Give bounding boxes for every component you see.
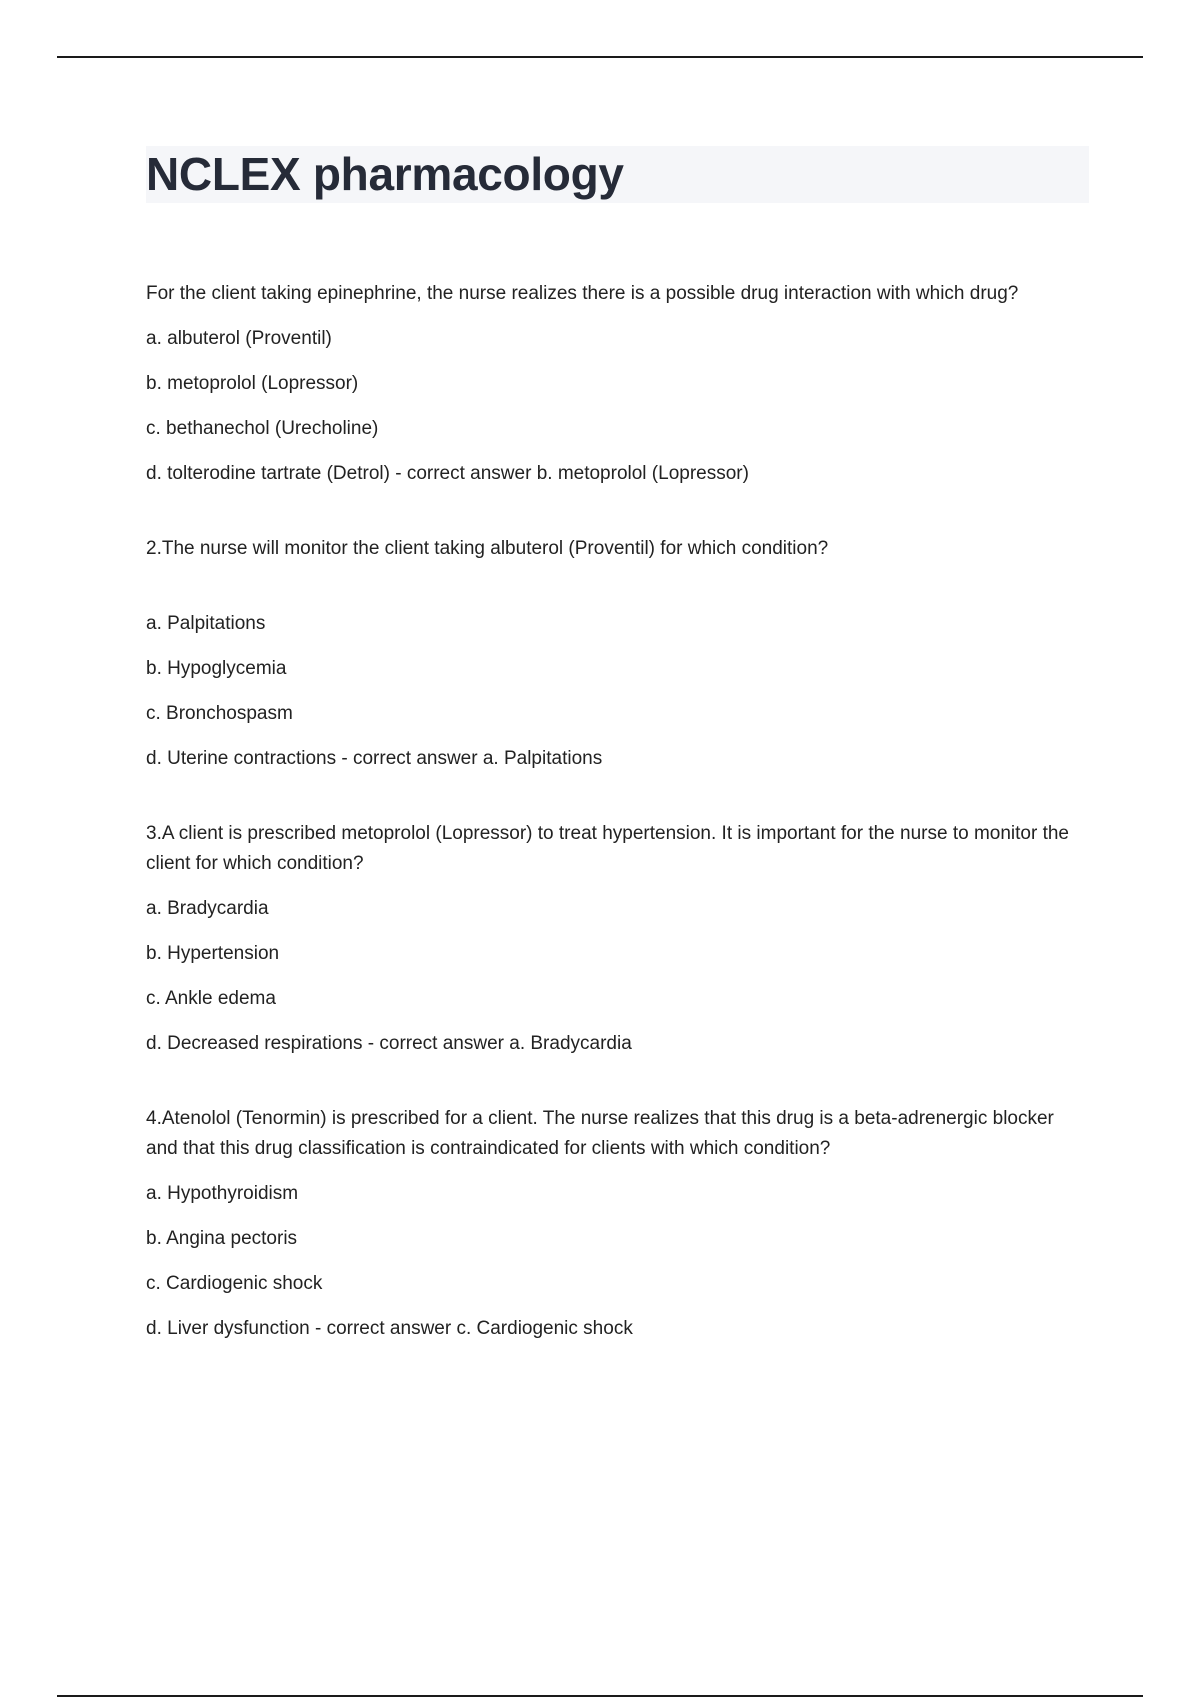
top-rule (57, 56, 1143, 58)
question-2-option-a: a. Palpitations (146, 613, 266, 634)
question-4-option-c: c. Cardiogenic shock (146, 1273, 323, 1294)
title-band (146, 146, 1089, 203)
question-1-option-c: c. bethanechol (Urecholine) (146, 418, 379, 439)
document-body (146, 146, 1089, 1389)
question-3-text: 3.A client is prescribed metoprolol (Lopressor) to treat hypertension. It is important for the nurse to monitor the client for which condition? (146, 823, 1069, 874)
question-4-option-a: a. Hypothyroidism (146, 1183, 299, 1204)
question-3-option-a: a. Bradycardia (146, 898, 269, 919)
question-2-option-b: b. Hypoglycemia (146, 658, 287, 679)
question-4 (146, 1104, 1089, 1344)
document-title: NCLEX pharmacology (146, 148, 624, 200)
question-1 (146, 279, 1089, 489)
question-3-option-b: b. Hypertension (146, 943, 280, 964)
question-2-text: 2.The nurse will monitor the client taking albuterol (Proventil) for which condition? (146, 538, 829, 559)
question-3-option-d: d. Decreased respirations - correct answer a. Bradycardia (146, 1033, 632, 1054)
question-list (146, 279, 1089, 1344)
question-4-option-d: d. Liver dysfunction - correct answer c. Cardiogenic shock (146, 1318, 633, 1339)
question-1-option-a: a. albuterol (Proventil) (146, 328, 332, 349)
question-2 (146, 534, 1089, 774)
question-1-option-d: d. tolterodine tartrate (Detrol) - correct answer b. metoprolol (Lopressor) (146, 463, 749, 484)
question-3-option-c: c. Ankle edema (146, 988, 276, 1009)
question-3 (146, 819, 1089, 1059)
question-2-option-c: c. Bronchospasm (146, 703, 293, 724)
question-4-text: 4.Atenolol (Tenormin) is prescribed for a client. The nurse realizes that this drug is a beta-adrenergic blocker and that this drug classification is contraindicated for clients with which condition? (146, 1108, 1054, 1159)
question-2-option-d: d. Uterine contractions - correct answer a. Palpitations (146, 748, 603, 769)
question-1-text: For the client taking epinephrine, the nurse realizes there is a possible drug interaction with which drug? (146, 283, 1019, 304)
bottom-rule (57, 1695, 1143, 1697)
question-4-option-b: b. Angina pectoris (146, 1228, 298, 1249)
question-1-option-b: b. metoprolol (Lopressor) (146, 373, 359, 394)
